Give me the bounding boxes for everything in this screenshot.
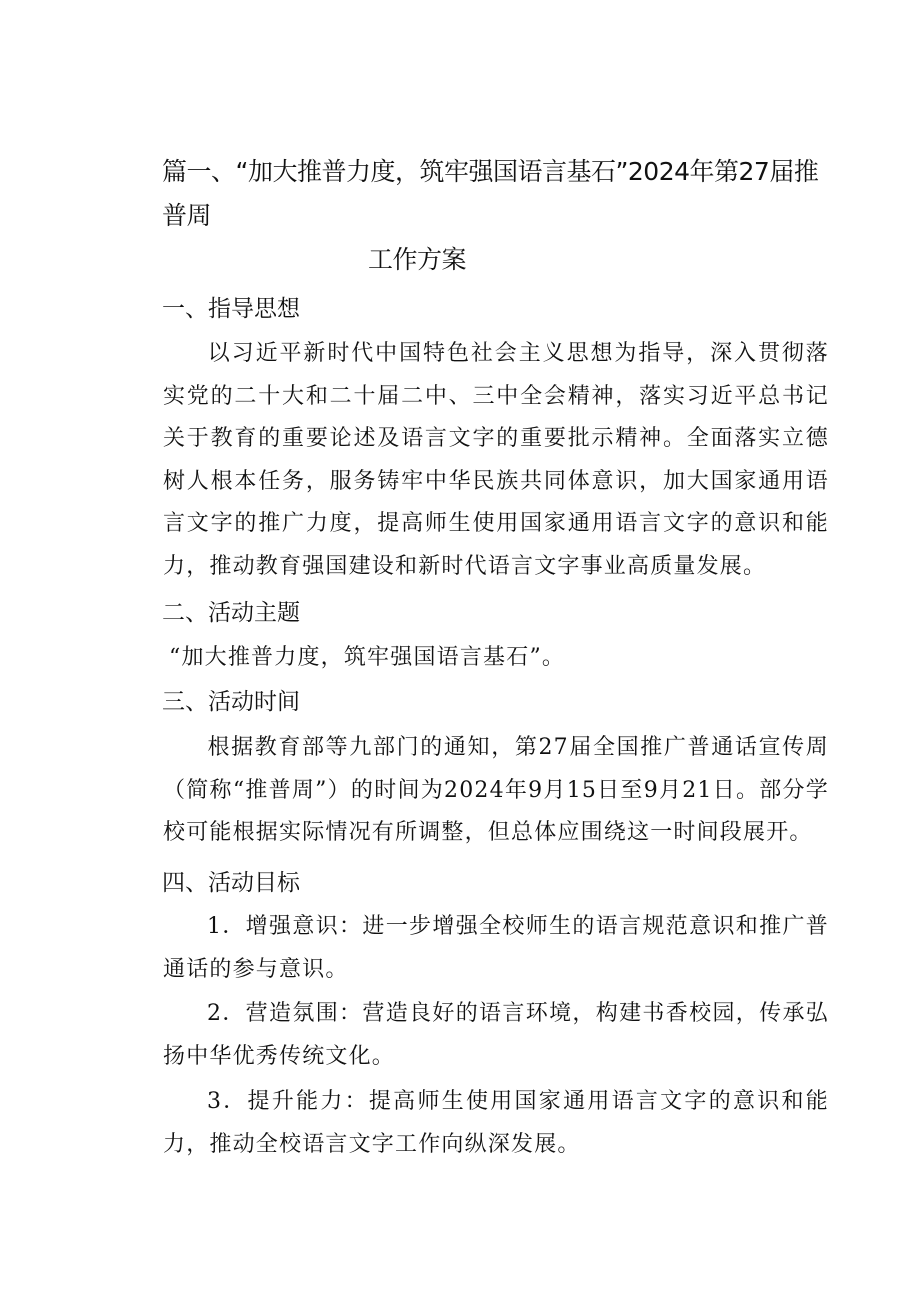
section-paragraph-guiding-ideology: 以习近平新时代中国特色社会主义思想为指导，深入贯彻落实党的二十大和二十届二中、三中全会精神，落实习近平总书记关于教育的重要论述及语言文字的重要批示精神。全面落实立德树人根本任务，服务铸牢中华民族共同体意识，加大国家通用语言文字的推广力度，提高师生使用国家通用语言文字的意识和能力，推动教育强国建设和新时代语言文字事业高质量发展。 bbox=[163, 341, 829, 579]
goal-item: 2．营造氛围：营造良好的语言环境，构建书香校园，传承弘扬中华优秀传统文化。 bbox=[163, 1001, 829, 1069]
section-heading-guiding-ideology: 一、指导思想 bbox=[162, 296, 300, 322]
title-line-2: 工作方案 bbox=[368, 245, 467, 274]
section-heading-activity-goals: 四、活动目标 bbox=[162, 870, 300, 896]
document-title bbox=[162, 150, 842, 282]
section-paragraph-activity-time: 根据教育部等九部门的通知，第27届全国推广普通话宣传周（简称“推普周”）的时间为2024年9月15日至9月21日。部分学校可能根据实际情况有所调整，但总体应围绕这一时间段展开。 bbox=[163, 735, 829, 845]
goal-item: 3．提升能力：提高师生使用国家通用语言文字的意识和能力，推动全校语言文字工作向纵深发展。 bbox=[163, 1089, 829, 1157]
goal-item: 1．增强意识：进一步增强全校师生的语言规范意识和推广普通话的参与意识。 bbox=[163, 914, 829, 982]
section-heading-activity-time: 三、活动时间 bbox=[162, 689, 300, 715]
section-heading-activity-theme: 二、活动主题 bbox=[162, 600, 300, 626]
section-paragraph-activity-theme: “加大推普力度，筑牢强国语言基石”。 bbox=[169, 645, 566, 670]
title-line-1: 篇一、“加大推普力度，筑牢强国语言基石”2024年第27届推普周 bbox=[162, 157, 819, 230]
